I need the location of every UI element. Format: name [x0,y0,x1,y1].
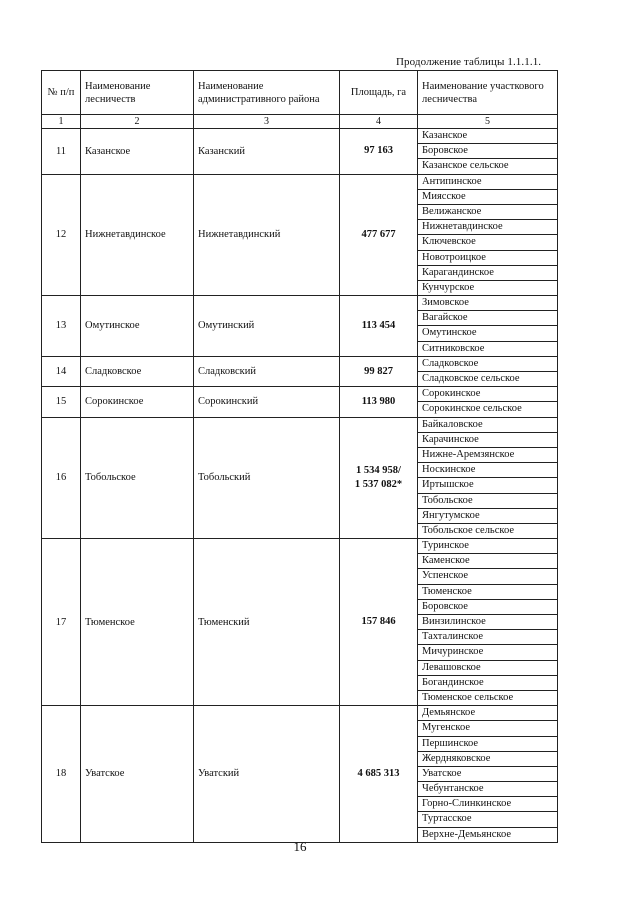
subforestry-item: Антипинское [422,175,482,187]
subforestry-item: Винзилинское [418,614,557,629]
subforestry-list [418,387,558,417]
column-number: 2 [81,115,194,129]
area-value-line: 1 537 082* [354,478,403,490]
header-forestry: Наименование лесничеств [81,71,194,115]
subforestry-item: Мичуринское [418,644,557,659]
forestry-name: Уватское [81,706,194,843]
district-name: Омутинский [194,296,340,357]
area-value-line: 1 534 958/ [356,464,401,476]
subforestry-list [418,174,558,296]
area-value [340,706,418,843]
subforestry-item: Туртасское [418,811,557,826]
table-row [42,129,558,175]
subforestry-item: Мугенское [418,720,557,735]
subforestry-item: Сладковское [422,357,479,369]
area-value-line: 157 846 [361,616,396,628]
subforestry-item: Нижне-Аремзянское [418,447,557,462]
subforestry-item: Горно-Слинкинское [418,796,557,811]
subforestry-item: Зимовское [422,297,469,309]
district-name: Сладковский [194,356,340,386]
area-value [340,129,418,175]
subforestry-item: Янгутумское [418,508,557,523]
district-name: Уватский [194,706,340,843]
area-value-line: 477 677 [361,228,396,240]
row-number: 18 [42,706,81,843]
forestry-name: Тобольское [81,417,194,539]
district-name: Сорокинский [194,387,340,417]
area-value-line: 99 827 [364,365,393,377]
row-number: 14 [42,356,81,386]
subforestry-item: Тахталинское [418,629,557,644]
forestry-name: Омутинское [81,296,194,357]
subforestry-item: Сорокинское сельское [418,401,557,416]
page-number: 16 [293,839,307,854]
subforestry-item: Чебунтанское [418,781,557,796]
subforestry-item: Новотроицкое [418,250,557,265]
area-value [340,296,418,357]
subforestry-list [418,356,558,386]
forestry-table [41,70,558,843]
subforestry-item: Богандинское [418,675,557,690]
subforestry-item: Сорокинское [422,388,481,400]
forestry-name: Тюменское [81,539,194,706]
header-subforestry: Наименование участкового лесничества [418,71,558,115]
subforestry-item: Миясское [418,189,557,204]
column-number: 5 [418,115,558,129]
subforestry-item: Уватское [418,766,557,781]
area-value [340,387,418,417]
subforestry-item: Боровское [418,599,557,614]
subforestry-item: Омутинское [418,325,557,340]
subforestry-list [418,129,558,175]
subforestry-item: Карачинское [418,432,557,447]
area-value-line: 113 454 [361,319,396,331]
row-number: 13 [42,296,81,357]
district-name: Казанский [194,129,340,175]
row-number: 15 [42,387,81,417]
table-row [42,296,558,357]
subforestry-item: Боровское [418,143,557,158]
forestry-name: Сладковское [81,356,194,386]
subforestry-item: Ключевское [418,234,557,249]
subforestry-item: Тюменское [418,584,557,599]
district-name: Тюменский [194,539,340,706]
column-numbers-row [42,115,558,129]
area-value-line: 97 163 [364,145,393,157]
header-number: № п/п [42,71,81,115]
area-value [340,539,418,706]
column-number: 3 [194,115,340,129]
row-number: 11 [42,129,81,175]
area-value [340,417,418,539]
subforestry-item: Жердняковское [418,751,557,766]
subforestry-list [418,296,558,357]
subforestry-item: Вагайское [418,310,557,325]
subforestry-item: Тобольское [418,493,557,508]
table-header-row [42,71,558,115]
table-row [42,174,558,296]
subforestry-item: Велижанское [418,204,557,219]
header-area: Площадь, га [340,71,418,115]
subforestry-item: Левашовское [418,660,557,675]
subforestry-item: Носкинское [418,462,557,477]
table-row [42,417,558,539]
area-value [340,356,418,386]
subforestry-list [418,417,558,539]
row-number: 16 [42,417,81,539]
area-value [340,174,418,296]
subforestry-item: Першинское [418,736,557,751]
subforestry-item: Казанское сельское [418,158,557,173]
subforestry-item: Ситниковское [418,341,557,356]
subforestry-item: Тобольское сельское [418,523,557,538]
row-number: 17 [42,539,81,706]
row-number: 12 [42,174,81,296]
subforestry-item: Нижнетавдинское [418,219,557,234]
subforestry-item: Кунчурское [418,280,557,295]
subforestry-item: Тюменское сельское [418,690,557,705]
subforestry-item: Туринское [422,540,469,552]
subforestry-item: Байкаловское [422,418,483,430]
subforestry-item: Каменское [418,553,557,568]
table-row [42,387,558,417]
header-district: Наименование административного района [194,71,340,115]
table-continuation-label: Продолжение таблицы 1.1.1.1. [396,56,542,68]
table-row [42,706,558,843]
subforestry-item: Карагандинское [418,265,557,280]
subforestry-item: Успенское [418,568,557,583]
area-value-line: 113 980 [361,395,396,407]
subforestry-item: Иртышское [418,477,557,492]
table-row [42,356,558,386]
column-number: 1 [42,115,81,129]
district-name: Нижнетавдинский [194,174,340,296]
table-row [42,539,558,706]
subforestry-item: Верхне-Демьянское [418,827,557,842]
forestry-name: Казанское [81,129,194,175]
subforestry-list [418,539,558,706]
forestry-name: Нижнетавдинское [81,174,194,296]
column-number: 4 [340,115,418,129]
subforestry-item: Сладковское сельское [418,371,557,386]
area-value-line: 4 685 313 [357,767,400,779]
forestry-name: Сорокинское [81,387,194,417]
district-name: Тобольский [194,417,340,539]
subforestry-item: Демьянское [422,707,476,719]
subforestry-item: Казанское [422,130,468,141]
subforestry-list [418,706,558,843]
